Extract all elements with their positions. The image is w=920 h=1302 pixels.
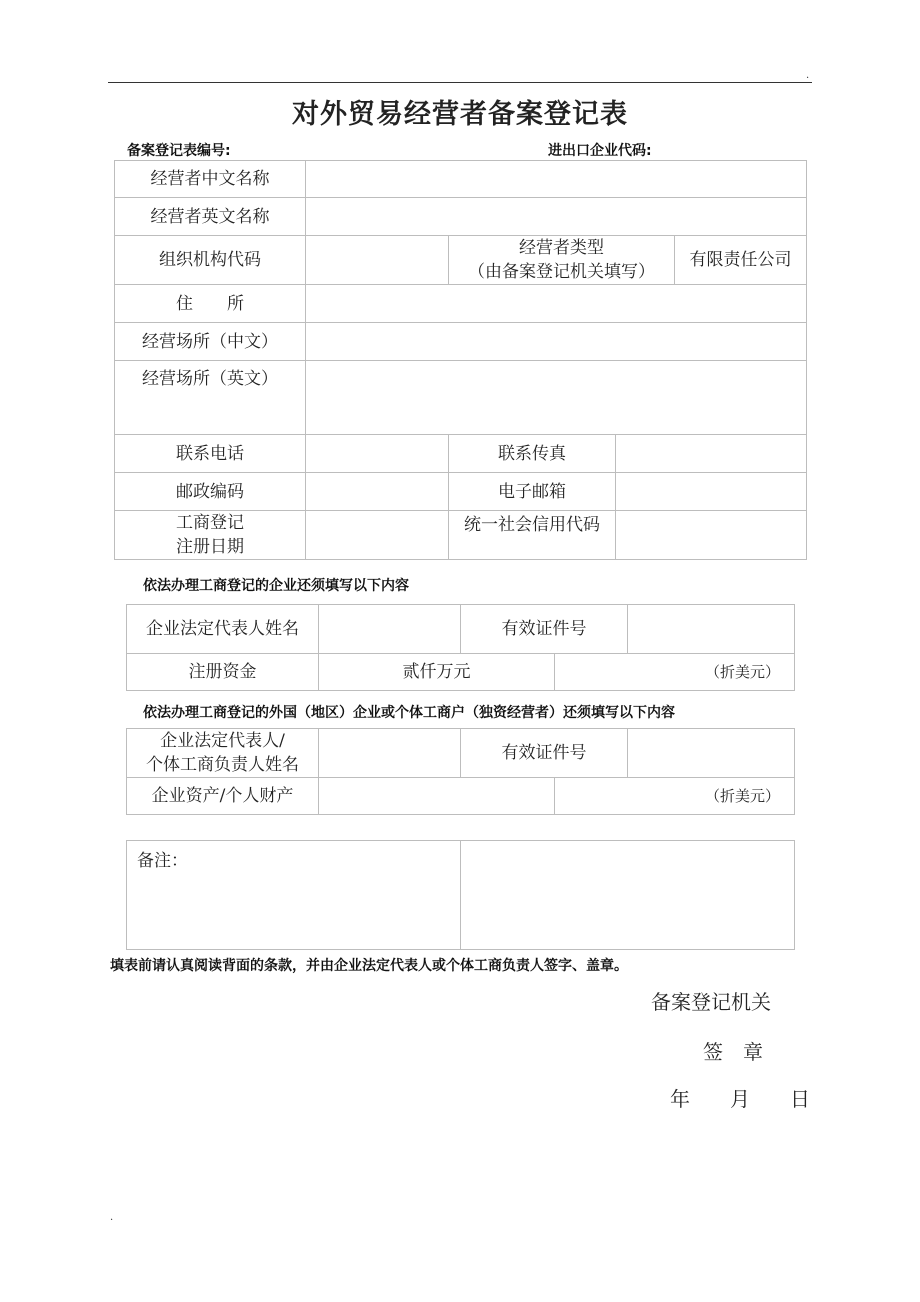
postcode-field[interactable] — [306, 473, 449, 511]
org-code-field[interactable] — [306, 236, 449, 285]
section1-heading: 依法办理工商登记的企业还须填写以下内容 — [143, 578, 409, 594]
credit-code-label: 统一社会信用代码 — [449, 511, 616, 560]
section2-heading: 依法办理工商登记的外国（地区）企业或个体工商户（独资经营者）还须填写以下内容 — [143, 705, 675, 721]
fax-label: 联系传真 — [449, 435, 616, 473]
id-no-field-2[interactable] — [628, 729, 795, 778]
operator-type-label-line2: （由备案登记机关填写） — [468, 262, 655, 282]
org-code-label: 组织机构代码 — [115, 236, 306, 285]
rep-label-line1: 企业法定代表人/ — [160, 731, 285, 751]
rep-label — [127, 729, 319, 778]
capital-value: 贰仟万元 — [319, 654, 555, 691]
reg-date-field[interactable] — [306, 511, 449, 560]
id-no-label: 有效证件号 — [461, 605, 628, 654]
email-field[interactable] — [616, 473, 807, 511]
cn-name-field[interactable] — [306, 161, 807, 198]
rep-field[interactable] — [319, 729, 461, 778]
email-label: 电子邮箱 — [449, 473, 616, 511]
capital-usd-note: （折美元） — [555, 654, 795, 691]
credit-code-field[interactable] — [616, 511, 807, 560]
reg-date-label — [115, 511, 306, 560]
id-no-label-2: 有效证件号 — [461, 729, 628, 778]
legal-rep-label: 企业法定代表人姓名 — [127, 605, 319, 654]
rep-label-line2: 个体工商负责人姓名 — [146, 755, 299, 775]
filing-authority: 备案登记机关 — [651, 990, 771, 1014]
assets-usd-note: （折美元） — [555, 778, 795, 815]
cn-name-label: 经营者中文名称 — [115, 161, 306, 198]
legal-rep-field[interactable] — [319, 605, 461, 654]
postcode-label: 邮政编码 — [115, 473, 306, 511]
reg-date-label-line1: 工商登记 — [176, 513, 244, 533]
date-line: 年 月 日 — [670, 1087, 810, 1111]
remarks-field[interactable] — [461, 841, 795, 950]
fax-field[interactable] — [616, 435, 807, 473]
place-en-field[interactable] — [306, 361, 807, 435]
place-cn-field[interactable] — [306, 323, 807, 361]
section1-table — [126, 604, 795, 691]
place-en-label: 经营场所（英文） — [115, 361, 306, 435]
assets-label: 企业资产/个人财产 — [127, 778, 319, 815]
trade-code-label: 进出口企业代码: — [548, 143, 652, 159]
remarks-label: 备注： — [127, 841, 461, 950]
operator-type-value: 有限责任公司 — [675, 236, 807, 285]
address-label: 住 所 — [115, 285, 306, 323]
id-no-field[interactable] — [628, 605, 795, 654]
assets-field[interactable] — [319, 778, 555, 815]
seal-label: 签 章 — [703, 1040, 763, 1064]
place-cn-label: 经营场所（中文） — [115, 323, 306, 361]
section2-table — [126, 728, 795, 815]
signing-notice: 填表前请认真阅读背面的条款，并由企业法定代表人或个体工商负责人签字、盖章。 — [110, 958, 628, 974]
phone-field[interactable] — [306, 435, 449, 473]
remarks-table — [126, 840, 795, 950]
address-field[interactable] — [306, 285, 807, 323]
reg-date-label-line2: 注册日期 — [176, 537, 244, 557]
header-rule — [108, 82, 812, 83]
phone-label: 联系电话 — [115, 435, 306, 473]
corner-dot: . — [806, 70, 810, 81]
en-name-field[interactable] — [306, 198, 807, 236]
operator-type-label-line1: 经营者类型 — [519, 238, 604, 258]
operator-type-label — [449, 236, 675, 285]
capital-label: 注册资金 — [127, 654, 319, 691]
form-no-label: 备案登记表编号: — [127, 143, 231, 159]
en-name-label: 经营者英文名称 — [115, 198, 306, 236]
bottom-dot: . — [110, 1212, 114, 1223]
form-title: 对外贸易经营者备案登记表 — [292, 99, 628, 130]
main-table — [114, 160, 807, 560]
